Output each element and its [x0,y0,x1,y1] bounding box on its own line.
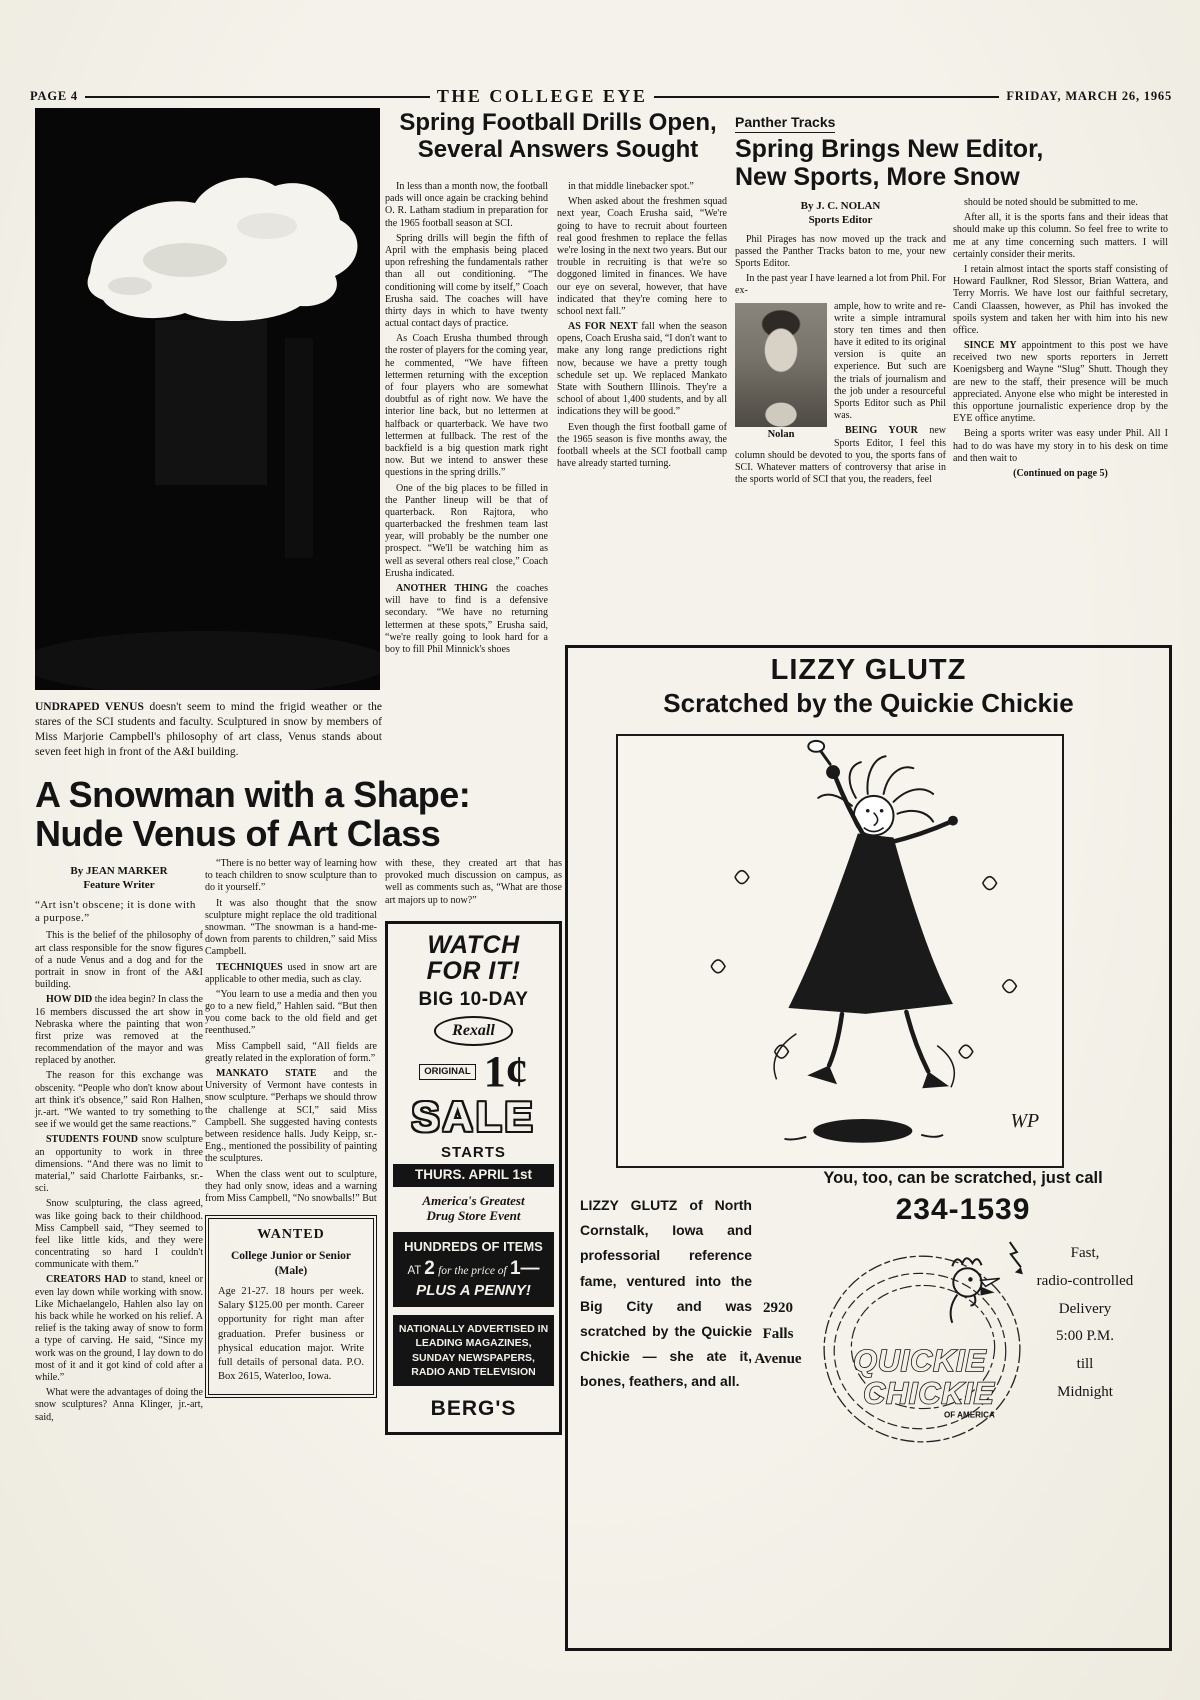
football-headline-line1: Spring Football Drills Open, [399,109,717,136]
panther-tracks-kicker: Panther Tracks [735,114,835,133]
paragraph-text: Spring drills will begin the fifth of April with the emphasis being placed upon refreshing the fundamentals rather than all out conditioning. “The conditioning will come by itself,” Coach Erusha said. The coaches will have thirty days in which to have twenty actual contact days of practice. [385,232,548,330]
paragraph-text: ample, how to write and re-write a simple intramural story ten times and then have it edited to its original version is quite an experience. But such are the trials of journalism and the job under a resourceful Sports Editor such as Phil was. [834,300,946,422]
byline [735,199,946,228]
article-paragraph [35,1198,203,1271]
paragraph-text: When the class went out to sculpture, they had only snow, ideas and a warning from Miss Campbell, “No snowballs!” But [205,1168,377,1204]
lizzy-body-lead: LIZZY GLUTZ [580,1197,678,1213]
wanted-ad-title: WANTED [257,1227,325,1243]
snowman-column-3 [385,858,562,1435]
paragraph-lead: STUDENTS FOUND [46,1134,138,1146]
paragraph-text: to stand, kneel or even lay down while working with snow. Like Michaelangelo, Hahlen also lay on his back while he worked on his relief. A relief is the taking away of snow to form a type of carving. He said, “Since my work was on the ground, I lay down to do most of it and it got kind of cold after a while.” [35,1274,203,1383]
paragraph-text: “There is no better way of learning how to teach children to snow sculpture than to do it yourself.” [205,858,377,894]
delivery-info [1006,1240,1164,1407]
byline-author: By JEAN MARKER [70,865,168,877]
football-column-1 [385,181,548,659]
football-headline-line2: Several Answers Sought [417,135,699,163]
article-paragraph [205,1041,377,1065]
article-paragraph [385,181,548,230]
wanted-ad-inner [208,1218,374,1395]
paragraph-text: Miss Campbell said, “All fields are greatly related in the exploration of form.” [205,1040,377,1064]
lizzy-cartoon-art [618,736,1061,1165]
paragraph-text: in that middle linebacker spot.” [568,181,694,192]
paragraph-lead: HOW DID [46,994,93,1006]
paragraph-text: It was also thought that the snow sculpture might replace the old traditional snowman. “The snowman is a hand-me-down from parents to children,” said Miss Campbell. [205,897,377,958]
rexall-one-cent: 1¢ [483,1046,528,1096]
wanted-ad-subtitle-line1: College Junior or Senior [230,1250,351,1263]
paragraph-text: used in snow art are applicable to other media, such as clay. [205,961,377,985]
paragraph-text: the coaches will have to find is a defensive secondary. “We have no returning lettermen at these spots,” Erusha said, “we're really going to look hard for a boy to fill Phil Minnick's shoes [385,583,548,655]
paragraph-text: Even though the first football game of the 1965 season is five months away, the football wheels at the SCI football camp have already started turning. [557,421,727,470]
rexall-original-row [393,1046,554,1096]
article-paragraph [953,428,1168,465]
article-paragraph [35,1134,203,1195]
lizzy-ad-title-line2: Scratched by the Quickie Chickie [663,688,1074,718]
article-paragraph [953,340,1168,425]
paragraph-text: fall when the season opens, Coach Erusha said, “I don't want to make any long range predictions right now, because we have a pretty tough schedule set up. We replaced Mankato State with Southern Illinois. They're a school of about 1,400 students, and by all indications they will be good.” [557,321,727,418]
paragraph-text: Phil Pirages has now moved up the track and passed the Panther Tracks baton to me, your new Sports Editor. [735,233,946,269]
header-rule [85,96,430,98]
rexall-tagline [393,1193,554,1224]
rexall-items-line1: HUNDREDS OF ITEMS [404,1238,543,1254]
paragraph-text: This is the belief of the philosophy of art class responsible for the snow figures of a nude Venus and a dog and for the portrait in snow in front of the A&I building. [35,930,203,991]
football-column-2 [557,181,727,473]
venus-caption [35,700,382,760]
delivery-info-line: till [1076,1356,1094,1372]
lizzy-ad-body [580,1193,752,1395]
nolan-photo-caption: Nolan [767,428,795,440]
article-paragraph [735,273,946,297]
rexall-items-two: 2 [424,1257,435,1279]
lizzy-body-text: of North Cornstalk, Iowa and professorial reference fame, ventured into the Big City and was scratched by the Quickie Chickie — she ate it, bones, feathers, and all. [580,1197,752,1390]
wanted-ad-body: Age 21-27. 18 hours per week. Salary $125.00 per month. Career opportunity for right man after graduation. Prefer business or physical education major. Write full details of personal data. P.O. Box 2615, Waterloo, Iowa. [218,1286,364,1383]
lizzy-glutz-ad [565,645,1172,1651]
rexall-items-mid: for the price of [438,1264,507,1277]
nolan-photo-image [735,303,827,427]
page-number: PAGE 4 [30,89,78,103]
article-paragraph [953,212,1168,261]
paragraph-text: new Sports Editor, I feel this column should be devoted to you, the sports fans of SCI. Whatever matters of controversy that arise in the sports world of SCI that you, the readers, feel [735,425,946,486]
paragraph-text: One of the big places to be filled in the Panther lineup will be that of quarterback. Ron Rajtora, who quarterbacked the freshmen team last year, will probably be the number one prospect. “We'll be watching him as well as several others real close,” Coach Erusha indicated. [385,482,548,579]
article-paragraph [557,181,727,193]
rexall-advertised-line: RADIO AND TELEVISION [411,1365,536,1378]
pull-quote: “Art isn't obscene; it is done with a purpose.” [35,898,196,924]
header-rule [654,96,999,98]
article-paragraph [557,196,727,318]
bergs-store-name: BERG'S [430,1396,517,1420]
paragraph-lead: AS FOR NEXT [568,321,638,333]
paragraph-text: When asked about the freshmen squad next year, Coach Erusha said, “We're going to have to recruit about fourteen real good freshmen to replace the fellas we're losing in the next two years. But our trouble in recruiting is that we're so doggoned limited in finances. We have our eye on several, however, that have indicated that they're coming here to school next fall.” [557,196,727,317]
delivery-info-line: Fast, [1070,1245,1100,1261]
rexall-sale-word: SALE [411,1092,536,1140]
article-paragraph [385,233,548,331]
logo-word-chickie: CHICKIE [863,1377,995,1411]
paragraph-text: should be noted should be submitted to me. [964,197,1138,208]
rexall-items-panel [393,1232,554,1307]
rexall-tagline-line2: Drug Store Event [426,1208,521,1224]
nolan-photo [735,303,827,442]
delivery-info-line: Delivery [1058,1300,1112,1317]
rexall-items-line3: PLUS A PENNY! [416,1281,531,1299]
paragraph-text: The reason for this exchange was obscenity. “People who don't know about art think it's obsence,” said Ron Halhen, jr.-art. “We wanted to try something to see if we would get the same reactions.” [35,1070,203,1131]
article-paragraph [205,1068,377,1166]
article-paragraph [35,994,203,1067]
rexall-watch-line2: FOR IT! [426,957,521,985]
article-paragraph [385,858,562,907]
paragraph-text: As Coach Erusha thumbed through the roster of players for the coming year, he commented, “We have fifteen lettermen returning with the exception of four players who are somewhat doubtful as of right now. We have the interior line back, but no lettermen at halfback or quarterback. We have two lettermen at fullback. The rest of the backfield is a big question mark right now. But we intend to answer these questions in the spring drills.” [385,333,548,479]
street-address-line: 2920 [763,1300,793,1316]
paragraph-lead: BEING YOUR [845,425,918,437]
rexall-items-line2 [397,1257,550,1280]
masthead-title: THE COLLEGE EYE [436,86,648,106]
rexall-original-label: ORIGINAL [419,1064,475,1080]
snowman-headline [35,776,580,854]
lizzy-cartoon-panel [616,734,1064,1168]
paragraph-text: In the past year I have learned a lot from Phil. For ex- [735,273,946,297]
panther-headline-line2: New Sports, More Snow [735,162,1020,191]
paragraph-lead: ANOTHER THING [396,583,488,594]
continued-notice: (Continued on page 5) [1013,467,1108,479]
rexall-advertised-line: SUNDAY NEWSPAPERS, [412,1351,535,1364]
article-paragraph [205,1169,377,1206]
rexall-advertised-panel [393,1315,554,1386]
issue-date: FRIDAY, MARCH 26, 1965 [1006,89,1172,103]
snowman-column-2-paragraphs [205,858,377,1205]
rexall-big-line: BIG 10-DAY [418,989,529,1011]
quickie-chickie-logo [816,1236,1028,1458]
paragraph-lead: CREATORS HAD [46,1274,127,1286]
rexall-tagline-line1: America's Greatest [422,1192,525,1208]
paragraph-lead: SINCE MY [964,340,1017,352]
caption-lead: UNDRAPED VENUS [35,701,144,713]
paragraph-text: Snow sculpturing, the class agreed, was like going back to their childhood. Miss Campbell said, “They seemed to feel like little kids, and they were concentrating so hard I couldn't communicate with them.” [35,1198,203,1271]
panther-column-2 [953,197,1168,483]
article-paragraph [35,930,203,991]
article-paragraph [557,422,727,471]
rexall-advertised-line: NATIONALLY ADVERTISED IN [398,1323,549,1336]
paragraph-lead: TECHNIQUES [216,961,283,973]
article-paragraph [385,583,548,656]
caption-text: doesn't seem to mind the frigid weather or the stares of the SCI students and faculty. Sculptured in snow by members of Miss Marjorie Campbell's philosophy of art class, Venus stands about seven feet high in front of the A&I building. [35,701,382,758]
delivery-info-line: Midnight [1057,1383,1113,1400]
page-header [30,86,1172,107]
venus-photo-art [35,108,380,690]
wanted-ad [205,1215,377,1398]
paragraph-text: After all, it is the sports fans and their ideas that should make up this column. So feel free to write to me at any time concerning such matters. I will certainly consider their merits. [953,212,1168,260]
venus-photo [35,108,380,690]
wanted-ad-subtitle [218,1249,364,1279]
wanted-ad-subtitle-line2: (Male) [274,1265,308,1278]
article-paragraph [953,197,1168,209]
rexall-ad [385,921,562,1435]
article-paragraph [385,333,548,479]
lizzy-ad-title-line1: LIZZY GLUTZ [770,654,967,686]
rexall-watch-headline [393,932,554,985]
snowman-headline-line1: A Snowman with a Shape: [35,774,471,815]
paragraph-text: What were the advantages of doing the snow sculptures? Anna Klinger, jr.-art, said, [35,1387,203,1423]
paragraph-text: the idea begin? In class the 16 members discussed the art show in Nebraska where the painting that won first prize was removed at the recommendation of the mayor and was replaced by another. [35,994,203,1067]
article-paragraph [205,898,377,959]
logo-word-quickie: QUICKIE [853,1345,987,1379]
article-paragraph [205,989,377,1038]
cartoon-signature: WP [1010,1109,1040,1132]
article-paragraph [35,1387,203,1424]
byline-author: By J. C. NOLAN [800,200,881,212]
article-paragraph [35,1070,203,1131]
football-headline [384,110,732,164]
rexall-items-at: AT [407,1264,422,1277]
rexall-watch-line1: WATCH [427,930,520,959]
paragraph-text: In less than a month now, the football pads will once again be cracking behind O. R. Latham stadium in preparation for the 1965 football season at SCI. [385,181,548,229]
snowman-column-1-paragraphs [35,930,203,1423]
street-address-line: Falls [762,1325,794,1342]
byline-title: Sports Editor [808,214,873,227]
paragraph-text: snow sculpture an opportunity to work in three dimensions. “And there was no limit to material,” said Charlotte Fairbanks, sr.-sci. [35,1134,203,1195]
article-paragraph [557,321,727,419]
lizzy-call-line: You, too, can be scratched, just call [823,1169,1103,1187]
delivery-info-line: radio-controlled [1036,1272,1134,1289]
panther-column-2-paragraphs [953,197,1168,465]
article-paragraph [205,858,377,895]
rexall-date-bar: THURS. APRIL 1st [393,1164,554,1186]
article-paragraph [205,962,377,986]
paragraph-text: with these, they created art that has provoked much discussion on campus, as well as comments such as, “What are those art majors up to now?” [385,858,562,906]
article-paragraph [735,234,946,271]
byline [35,864,203,893]
rexall-starts: STARTS [441,1143,506,1161]
paragraph-text: Being a sports writer was easy under Phil. All I had to do was have my story in to his desk on time and then wait to [953,428,1168,464]
rexall-advertised-line: LEADING MAGAZINES, [415,1337,532,1350]
snowman-column-1 [35,862,203,1427]
paragraph-lead: MANKATO STATE [216,1068,317,1079]
street-address-line: Avenue [754,1351,802,1367]
paragraph-text: “You learn to use a media and then you go to a new field,” Hahlen said. “But then you come back to the old field and get reenthused.” [205,988,377,1037]
article-paragraph [385,483,548,581]
paragraph-text: appointment to this post we have received two new sports reporters in Jerrett Koenigsberg and Wayne “Slug” Shutt. Though they are new to the staff, their presence will be much appreciated. Anyone else who might be interested in this opportune journalistic experience drop by the EYE office anytime. [953,340,1168,425]
panther-headline-line1: Spring Brings New Editor, [735,135,1044,163]
logo-of-america: OF AMERICA [944,1410,995,1420]
byline-title: Feature Writer [83,879,155,892]
phone-number: 234-1539 [895,1193,1031,1226]
delivery-info-line: 5:00 P.M. [1056,1328,1114,1345]
rexall-items-one: 1— [509,1257,540,1279]
paragraph-text: and the University of Vermont have contests in snow sculpture. “Perhaps we should throw the challenge at SCI,” said Miss Campbell. She suggested having contests between residence halls. Judy Keipp, sr.-Eng., mentioned the possibility of painting the sculptures. [205,1068,377,1165]
street-address [744,1296,812,1373]
paragraph-text: I retain almost intact the sports staff consisting of Howard Faulkner, Rod Slessor, Brian Wattera, and Terry Morris. We have lost our faithful secretary, Candi Claassen, however, as Phil has invoked the spoils system and taken her with him into his new office. [953,263,1168,336]
quickie-chickie-logo-art [816,1236,1028,1458]
article-paragraph [953,264,1168,337]
snowman-headline-line2: Nude Venus of Art Class [35,812,441,854]
snowman-column-2 [205,858,377,1398]
panther-column-1 [735,197,946,489]
rexall-logo: Rexall [434,1016,513,1046]
article-paragraph [35,1274,203,1384]
panther-headline [735,136,1167,191]
rexall-brand-row [393,1011,554,1046]
